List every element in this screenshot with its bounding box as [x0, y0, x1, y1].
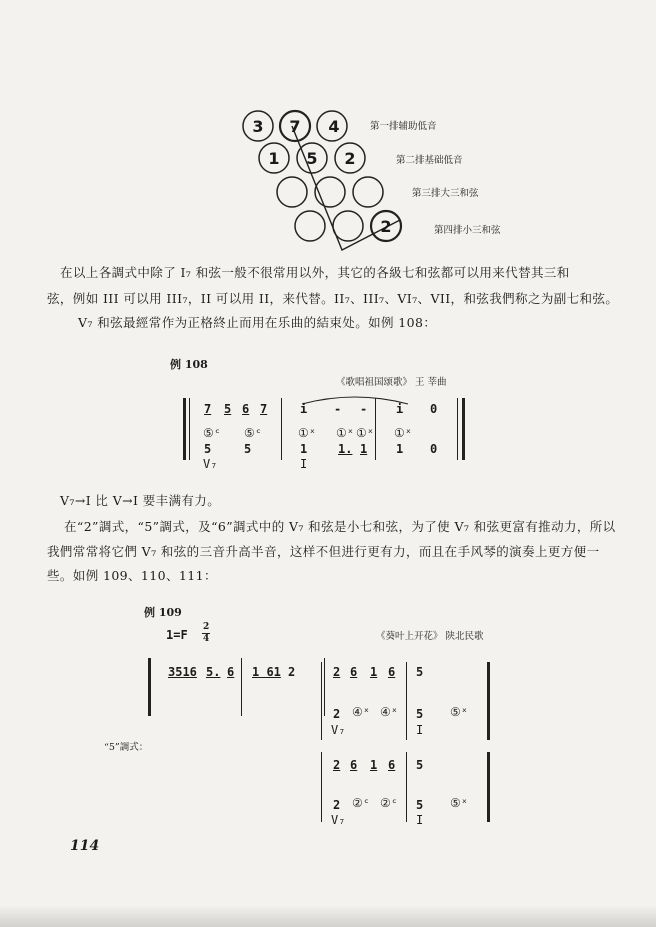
button-r4-c1 — [295, 211, 325, 241]
ex109-melody-left-bracket — [148, 658, 151, 716]
ex109-time-bottom: 4 — [203, 634, 210, 644]
ex109-sys2-left — [321, 752, 322, 822]
button-r3-c2 — [315, 177, 345, 207]
button-r3-c1 — [277, 177, 307, 207]
paragraph-4-line-2: 我們常常将它們 V₇ 和弦的三音升高半音，这样不但进行更有力，而且在手风琴的演奏上更方便一 — [47, 544, 600, 559]
diagram-num-4: 4 — [328, 117, 340, 136]
ex109-melody-barline — [241, 658, 242, 716]
paragraph-4-line-3: 些。如例 109、110、111： — [47, 568, 217, 583]
ex109-time-top: 2 — [203, 622, 210, 632]
ex109-sys1-top-end: 5 — [416, 665, 424, 679]
row-label-1: 第一排辅助低音 — [370, 121, 437, 132]
ex109-sys2-bass-3: ②ᶜ — [380, 796, 398, 810]
ex108-m1-note-2: 5 — [224, 402, 232, 416]
paragraph-4-line-1: 在“2”調式，“5”調式，及“6”調式中的 V₇ 和弦是小七和弦，为了使 V₇ 和弦更富有推动力，所以 — [64, 519, 616, 534]
ex109-sys1-top-2: 6 — [350, 665, 358, 679]
ex109-key: 1=F — [166, 628, 188, 642]
diagram-num-5: 5 — [306, 149, 318, 168]
ex109-sys2-top-2: 6 — [350, 758, 358, 772]
ex108-m1-note-1: 7 — [204, 402, 212, 416]
paragraph-2: V₇ 和弦最經常作为正格終止而用在乐曲的結束处。如例 108： — [78, 315, 437, 330]
ex108-m3-bass-1: ①ˣ — [394, 426, 412, 440]
ex109-sys1-top-4: 6 — [388, 665, 396, 679]
ex108-m2-note-1: i — [300, 402, 308, 416]
ex108-m1-note-4: 7 — [260, 402, 268, 416]
ex108-left-bracket-thin — [189, 398, 190, 460]
ex108-m1-note-3: 6 — [242, 402, 250, 416]
example-109-source: 《葵叶上开花》 陕北民歌 — [376, 631, 484, 642]
ex109-mode-label: “5”調式： — [104, 742, 149, 753]
diagram-num-3: 3 — [252, 117, 264, 136]
ex108-right-bracket — [462, 398, 465, 460]
row-label-4: 第四排小三和弦 — [434, 225, 501, 236]
ex109-sys1-right — [487, 662, 490, 740]
row-label-3: 第三排大三和弦 — [412, 188, 479, 199]
ex108-m2-bass-1: ①ˣ — [298, 426, 316, 440]
ex109-sys2-top-1: 2 — [333, 758, 341, 772]
ex108-m2-low-2: 1. — [338, 442, 353, 456]
ex109-sys2-bass-end-1: 5 — [416, 798, 424, 812]
button-r3-c3 — [353, 177, 383, 207]
ex108-m3-note-2: 0 — [430, 402, 438, 416]
ex109-melody-m1-3: 6 — [227, 665, 235, 679]
page-number: 114 — [70, 838, 100, 854]
row-label-2: 第二排基础低音 — [396, 155, 463, 166]
ex108-m2-chord: I — [300, 457, 308, 471]
ex109-sys2-chord-1: V₇ — [331, 813, 346, 827]
ex109-melody-end — [324, 658, 325, 716]
ex109-sys2-bass-2: ②ᶜ — [352, 796, 370, 810]
scan-edge-shadow — [0, 905, 656, 927]
ex108-m1-low-2: 5 — [244, 442, 252, 456]
ex109-sys1-top-3: 1 — [370, 665, 378, 679]
ex108-m1-bass-1: ⑤ᶜ — [203, 426, 221, 440]
ex109-sys1-chord-1: V₇ — [331, 723, 346, 737]
ex109-melody-m2-2: 2 — [288, 665, 296, 679]
ex109-melody-m1-2: 5. — [206, 665, 221, 679]
ex109-sys1-top-1: 2 — [333, 665, 341, 679]
ex109-melody-m2-1: 1 61 — [252, 665, 281, 679]
ex108-m2-note-2: - — [334, 402, 342, 416]
ex109-sys2-top-end: 5 — [416, 758, 424, 772]
diagram-num-7: 7 — [289, 117, 301, 136]
example-109-label: 例 109 — [144, 606, 182, 619]
ex109-sys1-bass-2: ④ˣ — [352, 705, 370, 719]
paragraph-1-line-2: 弦，例如 III 可以用 III₇，II 可以用 II，来代替。II₇、III₇、VI₇、VII，和弦我們称之为副七和弦。 — [47, 291, 619, 306]
ex108-right-bracket-thin — [457, 398, 458, 460]
ex109-sys1-bass-end-2: ⑤ˣ — [450, 705, 468, 719]
ex109-sys2-top-3: 1 — [370, 758, 378, 772]
ex109-sys2-bass-1: 2 — [333, 798, 341, 812]
example-108-source: 《歌唱祖国颂歌》 王 莘曲 — [336, 377, 447, 388]
ex109-sys2-bass-end-2: ⑤ˣ — [450, 796, 468, 810]
ex109-sys2-top-4: 6 — [388, 758, 396, 772]
ex108-m3-low-2: 0 — [430, 442, 438, 456]
example-108-label: 例 108 — [170, 358, 208, 371]
ex108-m2-low-3: 1 — [360, 442, 368, 456]
ex108-m1-low-1: 5 — [204, 442, 212, 456]
ex109-melody-m1-1: 3516 — [168, 665, 197, 679]
ex109-sys2-barline — [406, 752, 407, 822]
ex109-sys2-chord-2: I — [416, 813, 424, 827]
diagram-num-1: 1 — [268, 149, 280, 168]
ex108-m2-bass-3: ①ˣ — [356, 426, 374, 440]
ex108-barline-1 — [281, 398, 282, 460]
paragraph-1-line-1: 在以上各調式中除了 I₇ 和弦一般不很常用以外，其它的各級七和弦都可以用来代替其三和 — [60, 265, 570, 280]
ex109-sys1-chord-2: I — [416, 723, 424, 737]
ex108-m1-chord: V₇ — [203, 457, 218, 471]
ex109-sys1-left — [321, 662, 322, 740]
diagram-num-2b: 2 — [380, 217, 392, 236]
paragraph-3: V₇→I 比 V→I 要丰满有力。 — [60, 493, 221, 508]
ex108-m3-note-1: i — [396, 402, 404, 416]
ex108-m2-low-1: 1 — [300, 442, 308, 456]
ex109-sys1-bass-1: 2 — [333, 707, 341, 721]
ex108-left-bracket — [183, 398, 186, 460]
ex108-m2-bass-2: ①ˣ — [336, 426, 354, 440]
ex109-sys1-bass-end-1: 5 — [416, 707, 424, 721]
button-r4-c2 — [333, 211, 363, 241]
ex109-sys2-right — [487, 752, 490, 822]
ex109-sys1-barline — [406, 662, 407, 740]
ex108-tie — [300, 394, 410, 406]
ex108-m1-bass-2: ⑤ᶜ — [244, 426, 262, 440]
ex108-barline-2 — [375, 398, 376, 460]
ex109-sys1-bass-3: ④ˣ — [380, 705, 398, 719]
diagram-num-2: 2 — [344, 149, 356, 168]
ex108-m3-low-1: 1 — [396, 442, 404, 456]
ex108-m2-note-3: - — [360, 402, 368, 416]
